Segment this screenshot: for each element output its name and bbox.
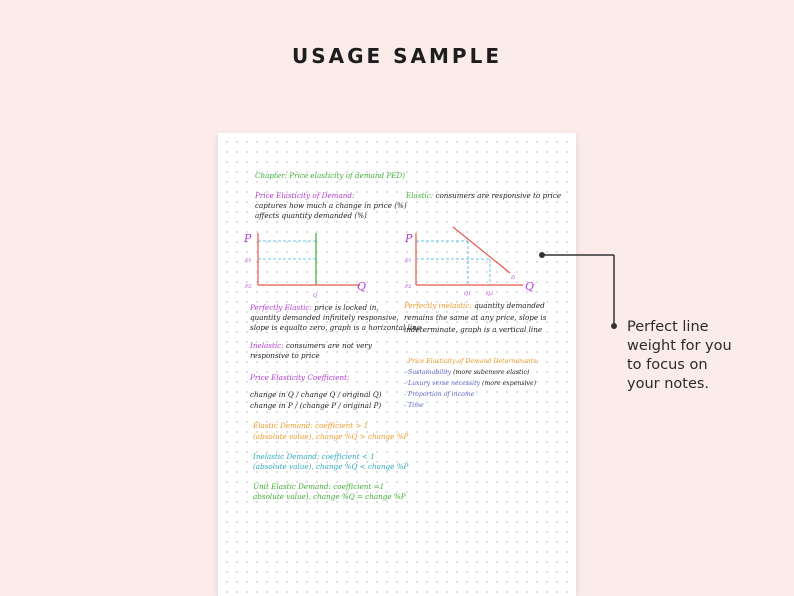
page-title: USAGE SAMPLE xyxy=(291,44,502,68)
perfectly-inelastic-label: Perfectly inelastic: xyxy=(404,301,472,310)
elastic-demand-line-1: Elastic Demand: coefficient > 1 xyxy=(253,421,369,430)
perfectly-inelastic-note xyxy=(404,301,545,311)
perfectly-elastic-graph xyxy=(240,225,370,300)
ped-title: Price Elasticity of Demand: xyxy=(255,191,355,200)
determinant-1-label: - Sustainability xyxy=(404,369,452,376)
perfectly-elastic-label: Perfectly Elastic: xyxy=(250,303,312,312)
perfectly-elastic-line-2: quantity demanded infinitely responsive, xyxy=(250,313,399,322)
left-q-tick: Q xyxy=(313,293,318,299)
left-p2-label: P2 xyxy=(245,284,252,290)
callout-dot-end xyxy=(611,323,617,329)
inelastic-line-2: responsive to price xyxy=(250,351,320,360)
callout-line-1: Perfect line xyxy=(627,319,709,335)
determinant-3: - Proportion of income xyxy=(404,391,475,398)
left-p-label: P xyxy=(244,232,252,245)
determinant-1 xyxy=(404,368,529,378)
right-q-label: Q xyxy=(525,280,535,293)
left-q-label: Q xyxy=(357,280,367,293)
perfectly-inelastic-line-3: indeterminate, graph is a vertical line xyxy=(404,325,543,334)
right-q2-label: Q2 xyxy=(486,291,494,297)
elastic-demand-line-2: (absolute value), change %Q > change %P xyxy=(253,432,409,441)
ped-line-2: affects quantity demanded (%) xyxy=(255,211,367,220)
ped-line-1: captures how much a change in price (%) xyxy=(255,201,407,210)
callout-text xyxy=(627,318,777,394)
elastic-demand-graph xyxy=(398,225,548,300)
coefficient-title: Price Elasticity Coefficient: xyxy=(250,373,350,382)
elastic-note xyxy=(406,191,561,201)
determinant-2-note: (more expensive) xyxy=(482,380,537,387)
unit-demand-line-2: absolute value), change %Q = change %P xyxy=(253,492,406,501)
unit-demand-line-1: Unit Elastic Demand: coefficient =1 xyxy=(253,482,385,491)
perfectly-inelastic-line-2: remains the same at any price, slope is xyxy=(404,313,547,322)
inelastic-note xyxy=(250,341,372,351)
right-p1-label: P1 xyxy=(405,258,412,264)
inelastic-line-1: consumers are not very xyxy=(285,341,372,350)
coefficient-line-1: change in Q / change Q / original Q) xyxy=(250,390,382,399)
inelastic-demand-line-2: (absolute value), change %Q < change %P xyxy=(253,462,409,471)
right-d-label: D xyxy=(511,275,516,281)
perfectly-inelastic-line-1: quantity demanded xyxy=(474,301,545,310)
callout-line-4: your notes. xyxy=(627,376,710,392)
right-demand-line xyxy=(453,227,510,273)
coefficient-line-2: change in P / (change P / original P) xyxy=(250,401,382,410)
determinant-2-label: - Luxury verse necessity xyxy=(404,380,481,387)
notebook-page xyxy=(218,133,576,596)
elastic-text: consumers are responsive to price xyxy=(435,191,562,200)
right-q1-label: Q1 xyxy=(464,291,472,297)
determinants-title: Price Elasticity of Demand Determinants: xyxy=(408,358,539,365)
right-p2-label: P2 xyxy=(405,284,412,290)
chapter-heading: Chapter: Price elasticity of demand PED) xyxy=(255,171,406,180)
perfectly-elastic-line-1: price is locked in, xyxy=(314,303,379,312)
left-p1-label: P1 xyxy=(245,258,252,264)
determinant-4: - Time xyxy=(404,402,424,409)
inelastic-label: Inelastic: xyxy=(250,341,284,350)
right-p-label: P xyxy=(405,232,413,245)
inelastic-demand-line-1: Inelastic Demand: coefficient < 1 xyxy=(253,452,375,461)
callout-line-2: weight for you xyxy=(627,338,732,354)
elastic-label: Elastic: xyxy=(406,191,434,200)
perfectly-elastic-note xyxy=(250,303,379,313)
determinant-1-note: (more subcmore elastic) xyxy=(453,369,530,376)
determinant-2 xyxy=(404,379,536,389)
perfectly-elastic-line-3: slope is equalto zero, graph is a horizontal line xyxy=(250,323,422,332)
callout-connector xyxy=(535,248,625,332)
callout-line-3: to focus on xyxy=(627,357,708,373)
